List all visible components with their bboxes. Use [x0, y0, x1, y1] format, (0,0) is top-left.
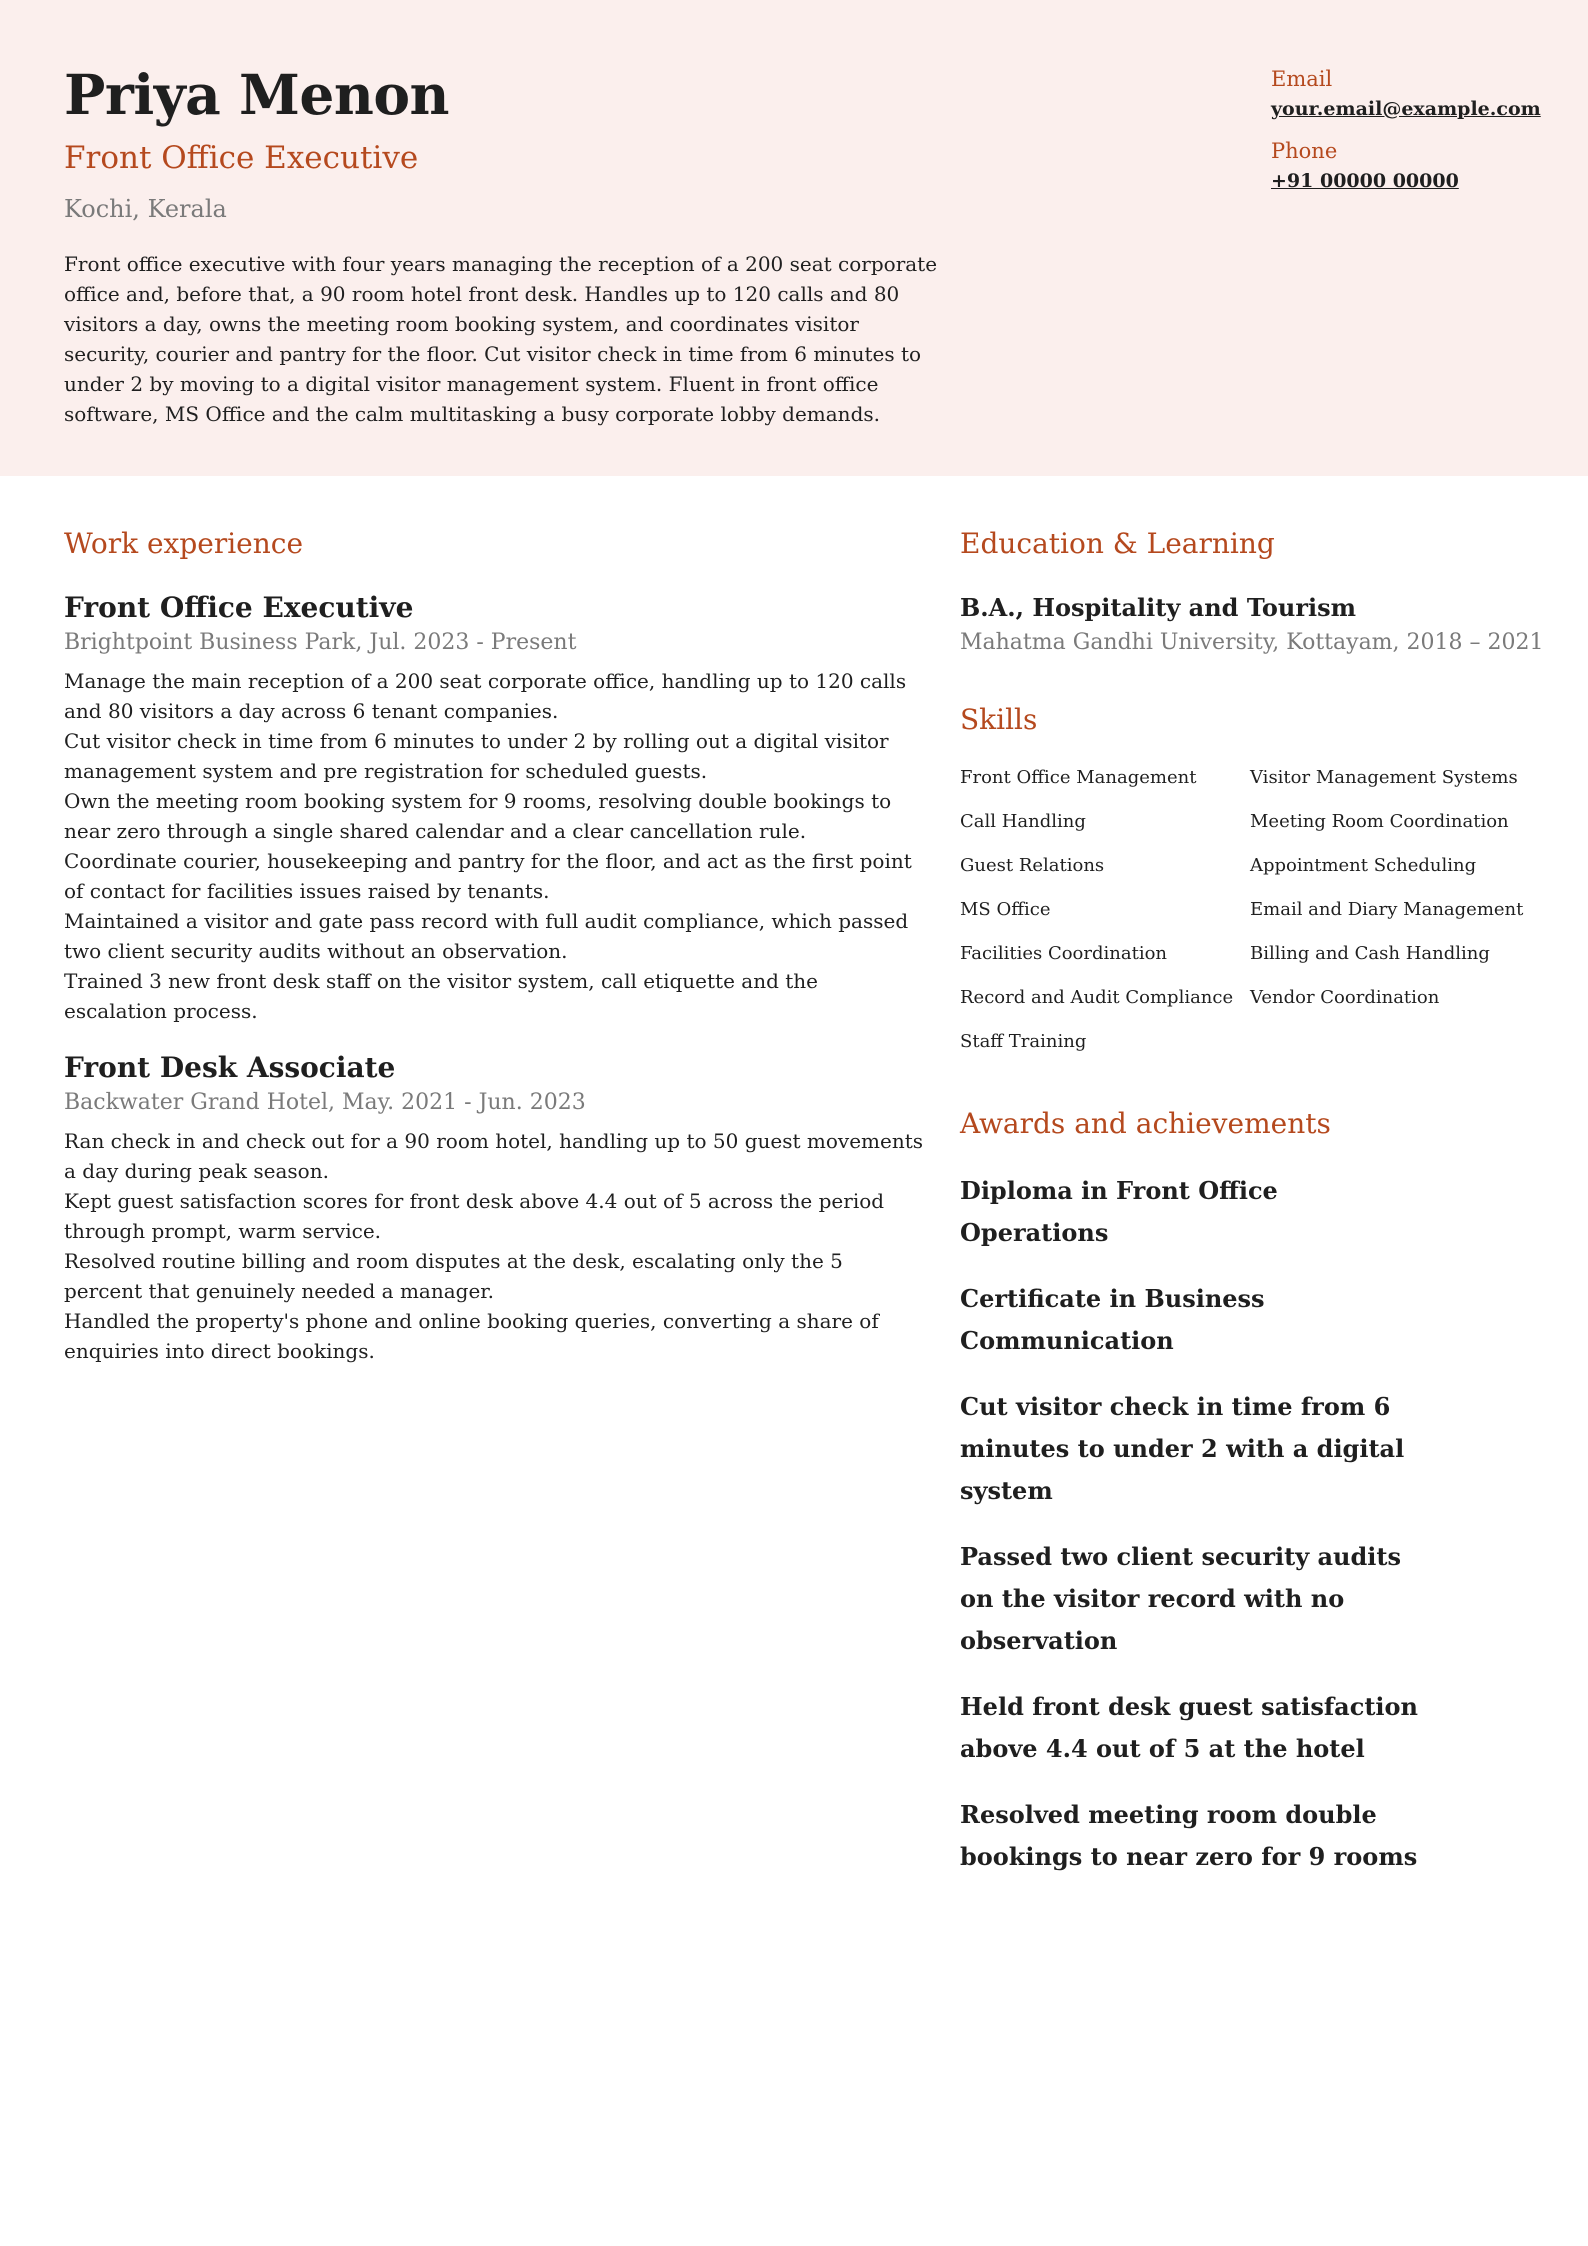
award-item: Certificate in Business Communication — [960, 1284, 1265, 1355]
skill-item: Facilities Coordination — [960, 943, 1168, 964]
job-meta: Brightpoint Business Park, Jul. 2023 - Present — [64, 630, 577, 655]
award-item: Held front desk guest satisfaction above 4.4 out of 5 at the hotel — [960, 1692, 1418, 1763]
resume-header — [0, 0, 1588, 476]
skill-item: MS Office — [960, 899, 1051, 920]
skills-grid — [960, 756, 1560, 1064]
job-bullet: Coordinate courier, housekeeping and pantry for the floor, and act as the first point of contact for facilities issues raised by tenants. — [64, 849, 912, 903]
skill-item: Vendor Coordination — [1250, 987, 1440, 1008]
work-experience-section — [64, 524, 924, 1390]
award-item: Passed two client security audits on the visitor record with no observation — [960, 1542, 1401, 1655]
job-title: Front Desk Associate — [64, 1051, 396, 1084]
job-bullet: Ran check in and check out for a 90 room hotel, handling up to 50 guest movements a day during peak season. — [64, 1129, 924, 1183]
skill-item: Email and Diary Management — [1250, 899, 1524, 920]
skill-item: Record and Audit Compliance — [960, 987, 1234, 1008]
skill-item: Call Handling — [960, 811, 1086, 832]
degree-meta: Mahatma Gandhi University, Kottayam, 2018 – 2021 — [960, 630, 1544, 655]
email-link[interactable]: your.email@example.com — [1271, 98, 1541, 120]
phone-label: Phone — [1271, 139, 1338, 163]
award-item: Resolved meeting room double bookings to near zero for 9 rooms — [960, 1800, 1418, 1871]
candidate-title: Front Office Executive — [64, 140, 419, 176]
job-bullet: Resolved routine billing and room disputes at the desk, escalating only the 5 percent that genuinely needed a manager. — [64, 1249, 843, 1303]
awards-heading: Awards and achievements — [960, 1107, 1331, 1140]
skills-section — [960, 700, 1560, 1064]
job-bullet: Own the meeting room booking system for 9 rooms, resolving double bookings to near zero through a single shared calendar and a clear cancellation rule. — [64, 789, 892, 843]
job-bullet: Kept guest satisfaction scores for front desk above 4.4 out of 5 across the period through prompt, warm service. — [64, 1189, 885, 1243]
job-bullet: Trained 3 new front desk staff on the visitor system, call etiquette and the escalation process. — [64, 969, 818, 1023]
job-bullet: Maintained a visitor and gate pass record with full audit compliance, which passed two client security audits without an observation. — [64, 909, 909, 963]
award-item: Cut visitor check in time from 6 minutes to under 2 with a digital system — [960, 1392, 1405, 1505]
profile-summary: Front office executive with four years managing the reception of a 200 seat corporate office and, before that, a 90 room hotel front desk. Handles up to 120 calls and 80 visitors a day, owns the meeting room booking system, and coordinates visitor security, courier and pantry for the floor. Cut visitor check in time from 6 minutes to under 2 by moving to a digital visitor management system. Fluent in front office software, MS Office and the calm multitasking a busy corporate lobby demands. — [64, 252, 938, 426]
email-label: Email — [1271, 67, 1333, 91]
education-section — [960, 524, 1560, 660]
skill-item: Staff Training — [960, 1031, 1087, 1052]
job-bullet: Cut visitor check in time from 6 minutes to under 2 by rolling out a digital visitor management system and pre registration for scheduled guests. — [64, 729, 889, 783]
skill-item: Billing and Cash Handling — [1250, 943, 1490, 964]
degree-title: B.A., Hospitality and Tourism — [960, 593, 1357, 622]
skill-item: Visitor Management Systems — [1250, 767, 1518, 788]
job-title: Front Office Executive — [64, 591, 414, 624]
skill-item: Appointment Scheduling — [1250, 855, 1477, 876]
skill-item: Guest Relations — [960, 855, 1105, 876]
job-entry — [64, 1050, 924, 1366]
job-entry — [64, 590, 924, 1026]
phone-link[interactable]: +91 00000 00000 — [1271, 170, 1459, 192]
awards-section — [960, 1104, 1560, 1878]
skill-item: Meeting Room Coordination — [1250, 811, 1509, 832]
award-item: Diploma in Front Office Operations — [960, 1176, 1278, 1247]
work-heading: Work experience — [64, 527, 304, 560]
skill-item: Front Office Management — [960, 767, 1197, 788]
job-bullet: Handled the property's phone and online booking queries, converting a share of enquiries into direct bookings. — [64, 1309, 879, 1363]
candidate-name: Priya Menon — [64, 62, 450, 127]
job-meta: Backwater Grand Hotel, May. 2021 - Jun. 2023 — [64, 1090, 586, 1115]
sidebar-column — [960, 524, 1560, 1902]
contact-block — [1271, 64, 1571, 208]
skills-heading: Skills — [960, 703, 1038, 736]
job-bullet: Manage the main reception of a 200 seat corporate office, handling up to 120 calls and 80 visitors a day across 6 tenant companies. — [64, 669, 907, 723]
education-heading: Education & Learning — [960, 527, 1275, 560]
candidate-location: Kochi, Kerala — [64, 195, 227, 223]
